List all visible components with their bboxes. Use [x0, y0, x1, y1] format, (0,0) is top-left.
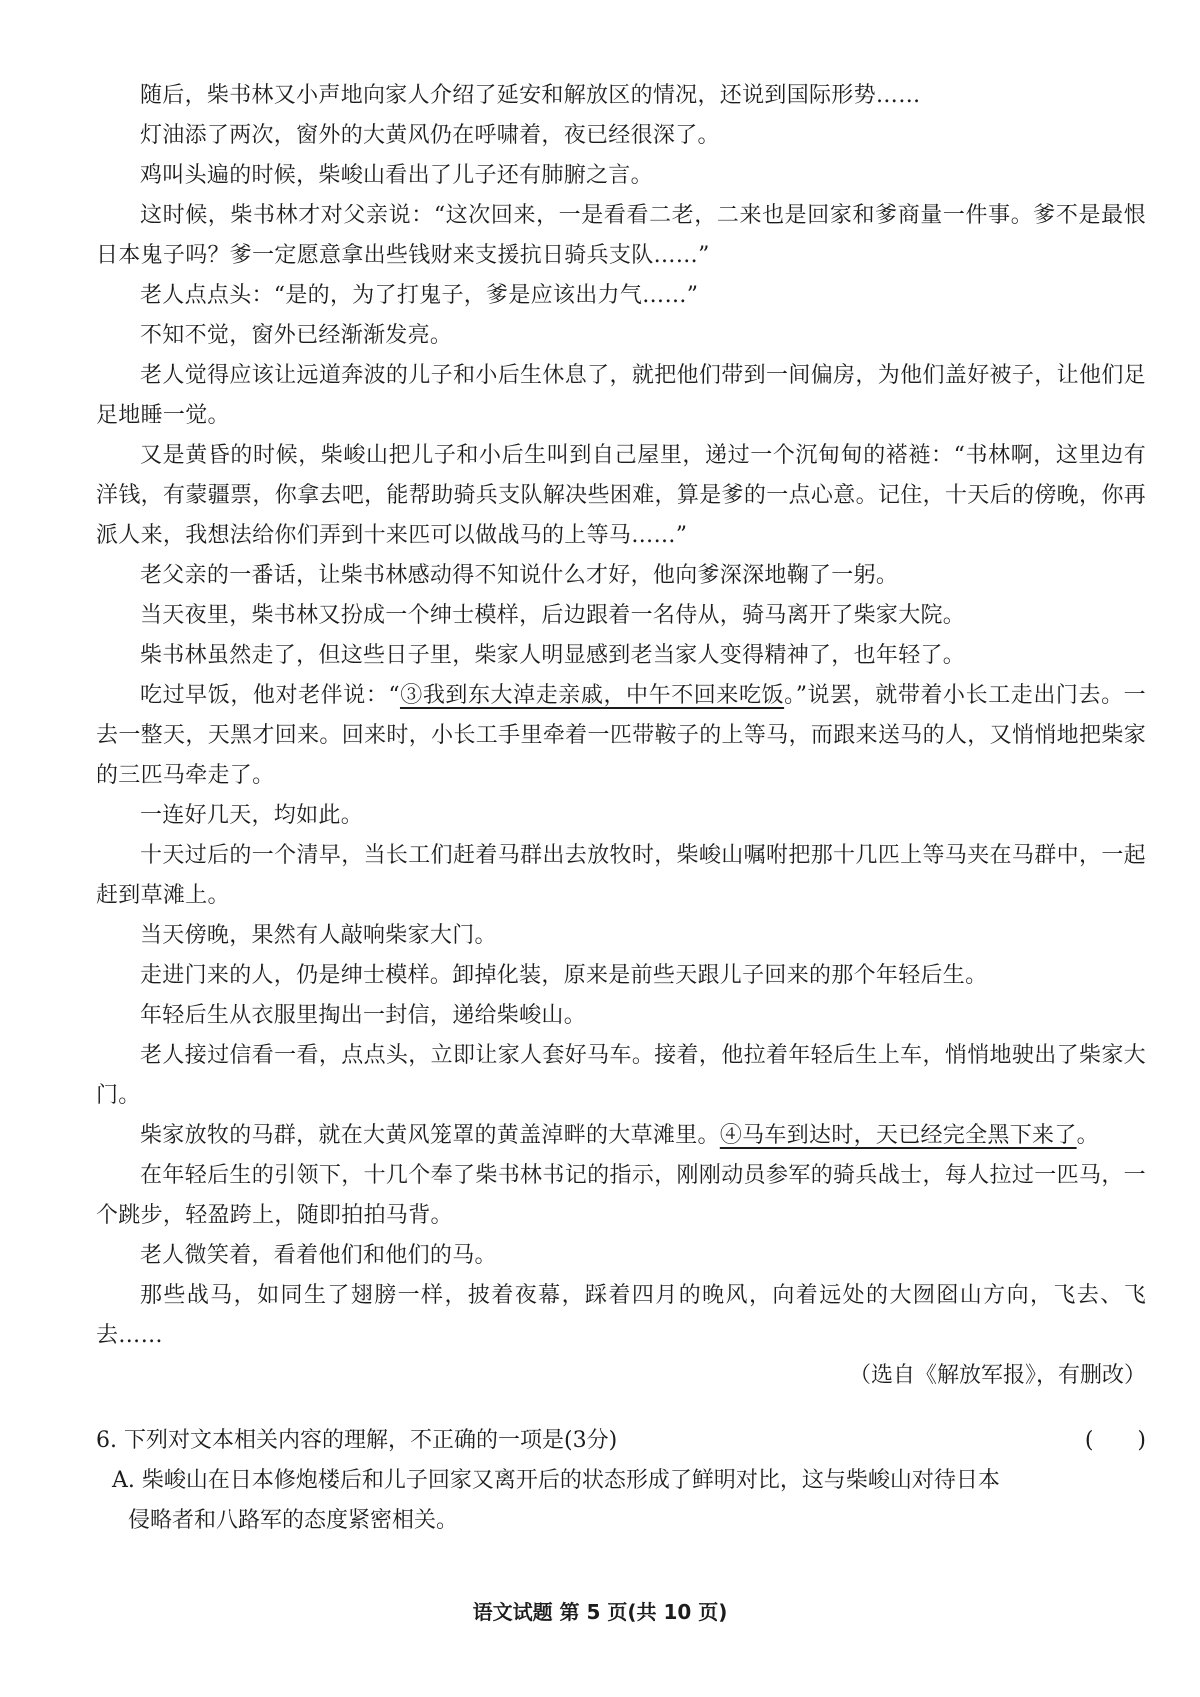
page-footer: 语文试题 第 5 页(共 10 页)	[472, 1600, 728, 1624]
paragraph-text: 老人接过信看一看，点点头，立即让家人套好马车。接着，他拉着年轻后生上车，悄悄地驶出了柴家大门。	[96, 1043, 1146, 1108]
passage-paragraph	[96, 996, 1146, 1036]
passage-paragraph	[96, 956, 1146, 996]
paragraph-text: 年轻后生从衣服里掏出一封信，递给柴峻山。	[140, 1003, 587, 1028]
paragraph-text: 老人微笑着，看着他们和他们的马。	[140, 1243, 497, 1268]
reading-passage	[96, 76, 1146, 1396]
option-a-line2: 侵略者和八路军的态度紧密相关。	[128, 1508, 459, 1533]
paragraph-text: 随后，柴书林又小声地向家人介绍了延安和解放区的情况，还说到国际形势……	[140, 83, 921, 108]
answer-bracket: ( )	[1084, 1428, 1146, 1453]
passage-paragraph	[96, 116, 1146, 156]
passage-paragraph	[96, 1116, 1146, 1156]
paragraph-text: 那些战马，如同生了翅膀一样，披着夜幕，踩着四月的晚风，向着远处的大囫囵山方向，飞去、飞去……	[96, 1283, 1146, 1348]
paragraph-text: 不知不觉，窗外已经渐渐发亮。	[140, 323, 453, 348]
passage-paragraph	[96, 676, 1146, 796]
paragraph-text: 。”说罢，就带着小长工走出门去。一去一整天，天黑才回来。回来时，小长工手里牵着一匹带鞍子的上等马，而跟来送马的人，又悄悄地把柴家的三匹马牵走了。	[96, 683, 1146, 788]
paragraph-text: 走进门来的人，仍是绅士模样。卸掉化装，原来是前些天跟儿子回来的那个年轻后生。	[140, 963, 988, 988]
option-a	[96, 1461, 1146, 1541]
passage-paragraph	[96, 436, 1146, 556]
passage-paragraph	[96, 356, 1146, 436]
paragraph-text: 当天傍晚，果然有人敲响柴家大门。	[140, 923, 497, 948]
paragraph-text: 在年轻后生的引领下，十几个奉了柴书林书记的指示，刚刚动员参军的骑兵战士，每人拉过一匹马，一个跳步，轻盈跨上，随即拍拍马背。	[96, 1163, 1146, 1228]
passage-paragraph	[96, 596, 1146, 636]
passage-paragraph	[96, 836, 1146, 916]
passage-paragraph	[96, 156, 1146, 196]
passage-paragraph	[96, 1156, 1146, 1236]
paragraph-text: 这时候，柴书林才对父亲说：“这次回来，一是看看二老，二来也是回家和爹商量一件事。爹不是最恨日本鬼子吗？爹一定愿意拿出些钱财来支援抗日骑兵支队……”	[96, 203, 1146, 268]
paragraph-text: 灯油添了两次，窗外的大黄风仍在呼啸着，夜已经很深了。	[140, 123, 720, 148]
passage-paragraph	[96, 916, 1146, 956]
passage-paragraph	[96, 196, 1146, 276]
question-stem-text: 6. 下列对文本相关内容的理解，不正确的一项是(3分)	[96, 1428, 618, 1453]
passage-paragraph	[96, 1036, 1146, 1116]
paragraph-text: 又是黄昏的时候，柴峻山把儿子和小后生叫到自己屋里，递过一个沉甸甸的褡裢：“书林啊，这里边有洋钱，有蒙疆票，你拿去吧，能帮助骑兵支队解决些困难，算是爹的一点心意。记住，十天后的傍晚，你再派人来，我想法给你们弄到十来匹可以做战马的上等马……”	[96, 443, 1146, 548]
paragraph-text: 吃过早饭，他对老伴说：“	[140, 683, 400, 708]
underlined-sentence: ④马车到达时，天已经完全黑下来了	[719, 1123, 1077, 1148]
passage-paragraph	[96, 796, 1146, 836]
question-6	[96, 1421, 1146, 1541]
question-stem	[96, 1421, 1146, 1461]
passage-paragraph	[96, 76, 1146, 116]
passage-paragraph	[96, 636, 1146, 676]
passage-paragraph	[96, 1276, 1146, 1356]
passage-paragraph	[96, 556, 1146, 596]
paragraph-text: 。	[1076, 1123, 1099, 1148]
paragraph-text: 当天夜里，柴书林又扮成一个绅士模样，后边跟着一名侍从，骑马离开了柴家大院。	[140, 603, 966, 628]
passage-paragraph	[96, 316, 1146, 356]
passage-paragraph	[96, 1236, 1146, 1276]
underlined-sentence: ③我到东大淖走亲戚，中午不回来吃饭	[399, 683, 785, 708]
option-a-line1: A. 柴峻山在日本修炮楼后和儿子回家又离开后的状态形成了鲜明对比，这与柴峻山对待日本	[112, 1468, 1000, 1493]
paragraph-text: 老人点点头：“是的，为了打鬼子，爹是应该出力气……”	[140, 283, 699, 308]
paragraph-text: 柴家放牧的马群，就在大黄风笼罩的黄盖淖畔的大草滩里。	[140, 1123, 720, 1148]
paragraph-text: 一连好几天，均如此。	[140, 803, 364, 828]
source-citation: （选自《解放军报》，有删改）	[848, 1363, 1146, 1388]
paragraph-text: 鸡叫头遍的时候，柴峻山看出了儿子还有肺腑之言。	[140, 163, 653, 188]
paragraph-text: 柴书林虽然走了，但这些日子里，柴家人明显感到老当家人变得精神了，也年轻了。	[140, 643, 966, 668]
paragraph-text: 老父亲的一番话，让柴书林感动得不知说什么才好，他向爹深深地鞠了一躬。	[140, 563, 899, 588]
paragraph-text: 十天过后的一个清早，当长工们赶着马群出去放牧时，柴峻山嘱咐把那十几匹上等马夹在马群中，一起赶到草滩上。	[96, 843, 1146, 908]
passage-paragraph	[96, 276, 1146, 316]
paragraph-text: 老人觉得应该让远道奔波的儿子和小后生休息了，就把他们带到一间偏房，为他们盖好被子，让他们足足地睡一觉。	[96, 363, 1146, 428]
